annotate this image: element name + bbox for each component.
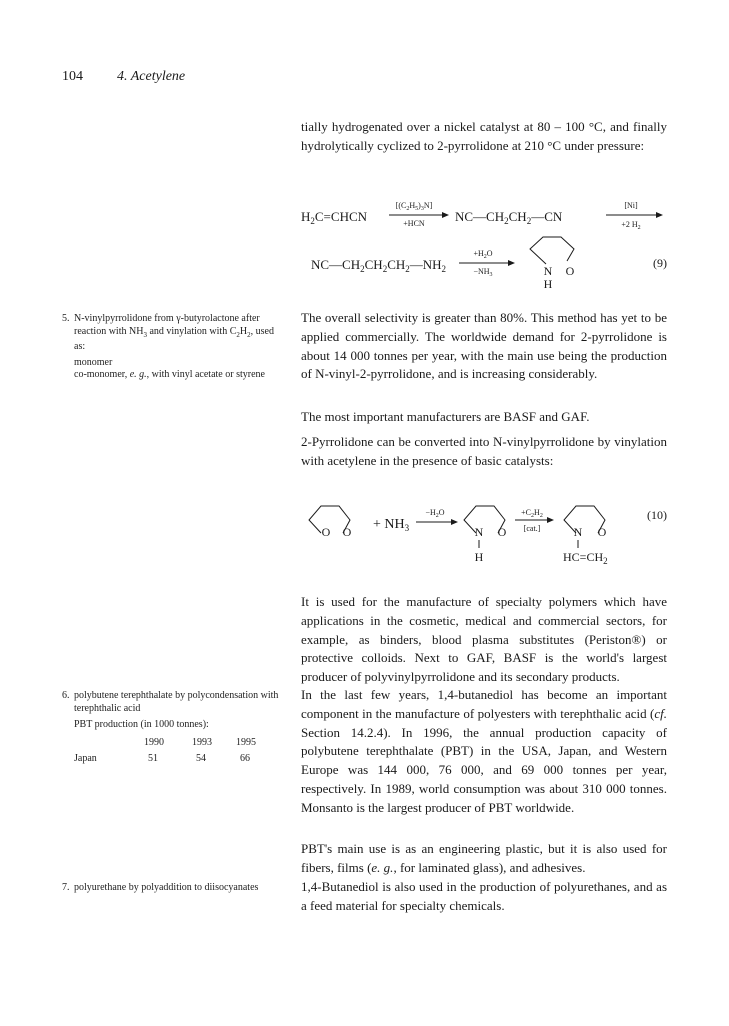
chapter-title: 4. Acetylene — [117, 69, 186, 84]
main-paragraph-1: tially hydrogenated over a nickel catalyst at 80 – 100 °C, and finally hydrolytically cyclized to 2-pyrrolidone at 210 °C under pressure: — [301, 119, 667, 153]
main-paragraph-5: It is used for the manufacture of specialty polymers which have applications in the cosmetic, medical and commercial sectors, for example, as binders, blood plasma substitutes (Periston®) or protective colloids. Next to GAF, BASF is the world's largest producer of polyvinylpyrrolidone and its secondary products. — [301, 594, 667, 685]
main-paragraph-4: 2-Pyrrolidone can be converted into N-vinylpyrrolidone by vinylation with acetylene in the presence of basic catalysts: — [301, 434, 667, 468]
reaction-equation-10 — [301, 495, 681, 575]
condition-acetylene: $+C_2H_2$ — [521, 508, 543, 519]
ring-oxygen: O — [565, 264, 575, 278]
lactone-carbonyl-oxygen: O — [342, 525, 352, 539]
vinylpyrrolidone-oxygen: O — [597, 525, 607, 539]
pbt-year-1995: 1995 — [236, 737, 256, 749]
pbt-japan-1990: 51 — [148, 753, 158, 765]
pbt-table-title: PBT production (in 1000 tonnes): — [74, 719, 209, 731]
vinylpyrrolidone-nitrogen: N — [573, 525, 583, 539]
catalyst-nickel: [Ni] — [624, 201, 638, 210]
ring-nitrogen: N — [543, 264, 553, 278]
main-paragraph-6 — [301, 686, 667, 818]
sidenote-5-monomer: monomer — [74, 356, 113, 368]
lactone-ring-oxygen: O — [321, 525, 331, 539]
reagent-hcn: +HCN — [403, 219, 425, 228]
sidenote-6: 6. polybutene terephthalate by polycondensation with terephthalic acid PBT production (in 1000 tonnes): 1990 1993 1995 Japan 51 54 66 — [62, 690, 280, 768]
main-paragraph-3: The most important manufacturers are BASF and GAF. — [301, 409, 590, 424]
pbt-production-table — [62, 736, 276, 768]
pyrrolidone-ring — [530, 237, 574, 264]
sidenote-5: 5. N-vinylpyrrolidone from γ-butyrolactone after reaction with $NH_3$ and vinylation with $C_2H_2$, used as: monomer co-monomer, e. g., with vinyl acetate or styrene — [62, 313, 280, 382]
pyrrolidone-hydrogen: H — [474, 550, 484, 564]
sidenote-7: 7. polyurethane by polyaddition to diisocyanates — [62, 882, 259, 893]
page-number: 104 — [62, 69, 83, 84]
catalyst-triethylamine: $[(C_2H_5)_3N]$ — [395, 201, 433, 212]
equation-number-9: (9) — [653, 256, 667, 270]
paragraph-6-text: In the last few years, 1,4-butanediol has become an important component in the manufacture of polyesters with terephthalic acid (cf. Section 14.2.4). In 1996, the annual production capacity of polybutene terephthalate (PBT) in the USA, Japan, and Western Europe was 144 000, 76 000, and 69 000 tonnes per year, respectively. In 1989, world consumption was about 310 000 tonnes. Monsanto is the largest producer of PBT worldwide. — [301, 687, 667, 815]
pyrrolidone-oxygen: O — [497, 525, 507, 539]
reaction-equation-9 — [301, 195, 681, 295]
reagent-hydrogen: +2 $H_2$ — [621, 220, 641, 231]
intermediate-dinitrile: $NC—CH_2CH_2—CN$ — [455, 209, 563, 226]
pbt-japan-1993: 54 — [196, 753, 206, 765]
reactant-aminonitrile: $NC—CH_2CH_2CH_2—NH_2$ — [311, 257, 447, 274]
main-paragraph-7 — [301, 840, 667, 878]
ring-hydrogen: H — [543, 277, 553, 290]
vinyl-group: $HC=CH_2$ — [563, 550, 608, 566]
sidenote-5-comonomer: co-monomer, e. g., with vinyl acetate or styrene — [74, 369, 265, 381]
pbt-year-1993: 1993 — [192, 737, 212, 749]
pbt-year-1990: 1990 — [144, 737, 164, 749]
condition-ammonia: $-NH_3$ — [473, 267, 493, 278]
reactant-acrylonitrile: $H_2C=CHCN$ — [301, 209, 368, 226]
pyrrolidone-nitrogen: N — [474, 525, 484, 539]
main-paragraph-2: The overall selectivity is greater than 80%. This method has yet to be applied commercially. The worldwide demand for 2-pyrrolidone is about 14 000 tonnes per year, with the main use being the production of N-vinyl-2-pyrrolidone, and is increasing considerably. — [301, 310, 667, 382]
condition-catalyst: [cat.] — [523, 524, 541, 533]
main-paragraph-8: 1,4-Butanediol is also used in the production of polyurethanes, and as a feed material for specialty chemicals. — [301, 879, 667, 913]
equation-number-10: (10) — [647, 508, 667, 522]
condition-minus-water: $-H_2O$ — [425, 508, 445, 519]
pbt-row-japan: Japan — [74, 753, 97, 765]
pbt-japan-1995: 66 — [240, 753, 250, 765]
condition-water: $+H_2O$ — [473, 249, 493, 260]
paragraph-7-text: PBT's main use is as an engineering plastic, but it is also used for fibers, films (e. g., for laminated glass), and adhesives. — [301, 841, 667, 875]
plus-ammonia: + $NH_3$ — [373, 517, 410, 533]
